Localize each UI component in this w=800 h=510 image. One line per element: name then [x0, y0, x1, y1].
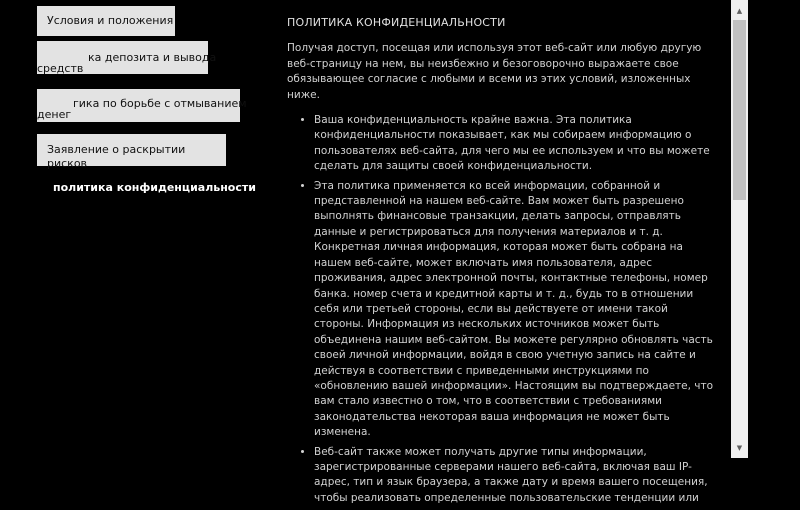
sidebar-item-privacy-policy[interactable]: политика конфиденциальности	[53, 181, 256, 194]
sidebar-item-label: Заявление о раскрытии рисков	[47, 143, 186, 170]
list-item: • Ваша конфиденциальность крайне важна. Эта политика конфиденциальности показывает, как мы собираем информацию о пользователях веб-сайта, для чего мы ее используем и что вы можете сделать для защиты своей конфиденциальности.	[314, 113, 719, 175]
sidebar-item-label: денег	[37, 108, 72, 121]
main-content	[287, 15, 719, 510]
sidebar-item-terms[interactable]	[37, 6, 175, 36]
sidebar-item-risk-disclosure[interactable]	[37, 134, 226, 170]
list-item: • Эта политика применяется ко всей информации, собранной и представленной на нашем веб-сайте. Вам может быть разрешено выполнять финансовые транзакции, делать запросы, отправлять данные и регистрироваться для получения материалов и т. д. Конкретная личная информация, которая может быть собрана на нашем веб-сайте, может включать имя пользователя, адрес проживания, адрес электронной почты, контактные телефоны, номер банка. номер счета и кредитной карты и т. д., будь то в отношении себя или третьей стороны, если вы действуете от имени такой стороны. Информация из нескольких источников может быть объединена нашим веб-сайтом. Вы можете регулярно обновлять часть своей личной информации, войдя в свою учетную запись на сайте и действуя в соответствии с приведенными инструкциями по «обновлению вашей информации». Настоящим вы подтверждаете, что вам стало известно о том, что в соответствии с требованиями законодательства некоторая ваша информация не может быть изменена.	[314, 179, 719, 441]
policy-list	[287, 113, 719, 506]
scroll-down-icon[interactable]: ▼	[736, 443, 743, 452]
sidebar-item-label: Условия и положения	[47, 14, 174, 27]
sidebar-item-label: гика по борьбе с отмыванием	[73, 97, 247, 110]
sidebar-item-anti-money-laundering[interactable]	[37, 89, 247, 122]
scroll-thumb[interactable]	[733, 20, 746, 200]
vertical-scrollbar[interactable]	[731, 0, 748, 458]
page-title: ПОЛИТИКА КОНФИДЕНЦИАЛЬНОСТИ	[287, 16, 506, 29]
sidebar-item-label: средств	[37, 62, 84, 75]
sidebar-item-label: ка депозита и вывода	[88, 51, 217, 64]
intro-paragraph: Получая доступ, посещая или используя этот веб-сайт или любую другую веб-страницу на нем, вы неизбежно и безоговорочно выражаете свое обязывающее согласие с любыми и всеми из этих условий, изложенных ниже.	[287, 42, 702, 101]
sidebar	[0, 0, 260, 469]
list-item: • Веб-сайт также может получать другие типы информации, зарегистрированные серверами нашего веб-сайта, включая ваш IP-адрес, тип и язык браузера, а также дату и время вашего посещения, чтобы реализовать определенные пользовательские тенденции или	[314, 445, 719, 507]
scroll-up-icon[interactable]: ▲	[736, 6, 743, 15]
sidebar-item-deposit-withdrawal[interactable]	[37, 41, 217, 75]
